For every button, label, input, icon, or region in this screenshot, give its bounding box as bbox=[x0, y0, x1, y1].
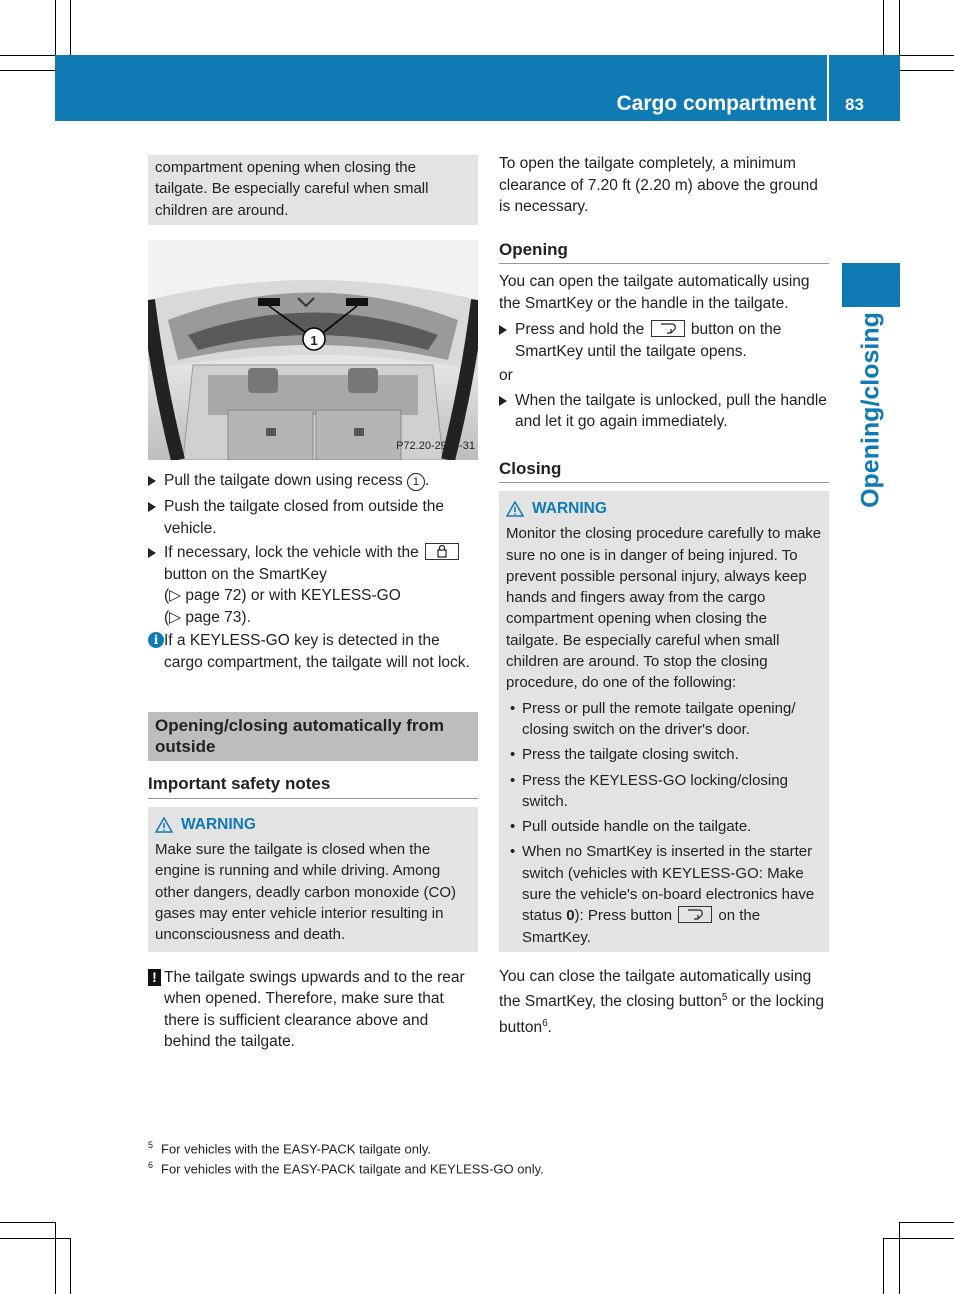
footnote: $^5$ For vehicles with the EASY-PACK tailgate only. bbox=[148, 1140, 432, 1157]
warning-continuation-text: compartment opening when closing the tailgate. Be especially careful when small children are around. bbox=[155, 159, 429, 219]
right-column bbox=[499, 153, 829, 1039]
warning-bullet: • Press the KEYLESS-GO locking/closing switch. bbox=[506, 770, 822, 813]
step-arrow-icon bbox=[148, 502, 156, 512]
tailgate-key-icon bbox=[678, 906, 712, 923]
left-column bbox=[148, 155, 478, 1053]
crop-mark bbox=[899, 1222, 954, 1223]
section-heading: Opening/closing automatically from outside bbox=[148, 712, 478, 761]
tailgate-key-icon bbox=[651, 320, 685, 337]
subsection-heading-closing: Closing bbox=[499, 458, 829, 484]
tailgate-photo bbox=[148, 240, 478, 460]
warning-text: Monitor the closing procedure carefully to make sure no one is in danger of being injured. To prevent possible personal injury, always keep hands and fingers away from the cargo compartment opening when closing the tailgate. Be especially careful when small children are around. To stop the closing procedure, do one of the following: bbox=[506, 525, 822, 692]
instruction-list bbox=[148, 470, 478, 674]
section-side-label: Opening/closing bbox=[856, 312, 885, 508]
warning-continuation-box bbox=[148, 155, 478, 225]
warning-bullet: • Press or pull the remote tailgate opening/ closing switch on the driver's door. bbox=[506, 698, 822, 741]
callout-ref-1: 1 bbox=[407, 473, 425, 491]
callout-1-label: 1 bbox=[310, 332, 318, 348]
crop-mark bbox=[883, 0, 884, 55]
step-arrow-icon bbox=[499, 396, 507, 406]
info-icon: i bbox=[148, 632, 164, 648]
warning-triangle-icon bbox=[155, 817, 173, 833]
crop-mark bbox=[0, 1222, 55, 1223]
crop-mark bbox=[70, 0, 71, 55]
step-arrow-icon bbox=[148, 476, 156, 486]
crop-mark bbox=[55, 1222, 56, 1294]
list-item: Press and hold the button on the SmartKey until the tailgate opens. bbox=[499, 319, 829, 362]
crop-mark bbox=[900, 55, 954, 56]
warning-title: WARNING bbox=[155, 814, 471, 835]
crop-mark bbox=[899, 1222, 900, 1294]
footnote-ref[interactable]: 5 bbox=[721, 992, 728, 1004]
chapter-title: Cargo compartment bbox=[616, 92, 816, 115]
warning-bullet: • Pull outside handle on the tailgate. bbox=[506, 816, 822, 837]
list-item: Push the tailgate closed from outside the vehicle. bbox=[148, 496, 478, 539]
warning-triangle-icon bbox=[506, 501, 524, 517]
crop-mark bbox=[0, 55, 55, 56]
page-ref[interactable]: (▷ page 73). bbox=[164, 608, 251, 626]
warning-title: WARNING bbox=[506, 498, 822, 519]
caution-note: ! The tailgate swings upwards and to the rear when opened. Therefore, make sure that there is sufficient clearance above and behind the tailgate. bbox=[148, 967, 478, 1053]
step-arrow-icon bbox=[148, 548, 156, 558]
subsection-heading: Important safety notes bbox=[148, 773, 478, 799]
footnote: $^6$ For vehicles with the EASY-PACK tailgate and KEYLESS-GO only. bbox=[148, 1160, 544, 1177]
page-ref[interactable]: (▷ page 72) or with KEYLESS-GO bbox=[164, 587, 401, 605]
or-text: or bbox=[499, 367, 513, 384]
opening-text: You can open the tailgate automatically using the SmartKey or the handle in the tailgate. bbox=[499, 273, 810, 312]
lock-key-icon bbox=[425, 543, 459, 560]
header-divider bbox=[827, 55, 829, 121]
warning-text: Make sure the tailgate is closed when the engine is running and while driving. Among other dangers, deadly carbon monoxide (CO) gases may enter vehicle interior resulting in unconsciousness and death. bbox=[155, 841, 456, 944]
list-item: Pull the tailgate down using recess 1 . bbox=[148, 470, 478, 492]
list-item: When the tailgate is unlocked, pull the handle and let it go again immediately. bbox=[499, 390, 829, 433]
footnote-ref[interactable]: 6 bbox=[542, 1018, 548, 1030]
list-item: If necessary, lock the vehicle with the button on the SmartKey (▷ page 72) or with KEYLESS-GO (▷ page 73). bbox=[148, 542, 478, 628]
warning-box bbox=[499, 491, 829, 952]
crop-mark bbox=[884, 1238, 954, 1239]
caution-icon: ! bbox=[148, 969, 161, 986]
image-code: P72.20-2914-31 bbox=[396, 440, 475, 453]
warning-bullet: • Press the tailgate closing switch. bbox=[506, 744, 822, 765]
crop-mark bbox=[883, 1238, 884, 1294]
info-note: i If a KEYLESS-GO key is detected in the cargo compartment, the tailgate will not lock. bbox=[148, 630, 478, 673]
warning-box bbox=[148, 807, 478, 952]
warning-bullet: • When no SmartKey is inserted in the starter switch (vehicles with KEYLESS-GO: Make sure the vehicle's on-board electronics have status 0): Press button on the SmartKey. bbox=[506, 841, 822, 947]
closing-text: You can close the tailgate automatically using the SmartKey, the closing button$^5$ or the locking button$^6$. bbox=[499, 967, 824, 1037]
step-arrow-icon bbox=[499, 325, 507, 335]
subsection-heading-opening: Opening bbox=[499, 239, 829, 265]
crop-mark bbox=[0, 1238, 70, 1239]
page-number: 83 bbox=[845, 95, 864, 114]
crop-mark bbox=[70, 1238, 71, 1294]
section-tab bbox=[842, 263, 900, 307]
clearance-text: To open the tailgate completely, a minimum clearance of 7.20 ft (2.20 m) above the ground is necessary. bbox=[499, 155, 818, 215]
